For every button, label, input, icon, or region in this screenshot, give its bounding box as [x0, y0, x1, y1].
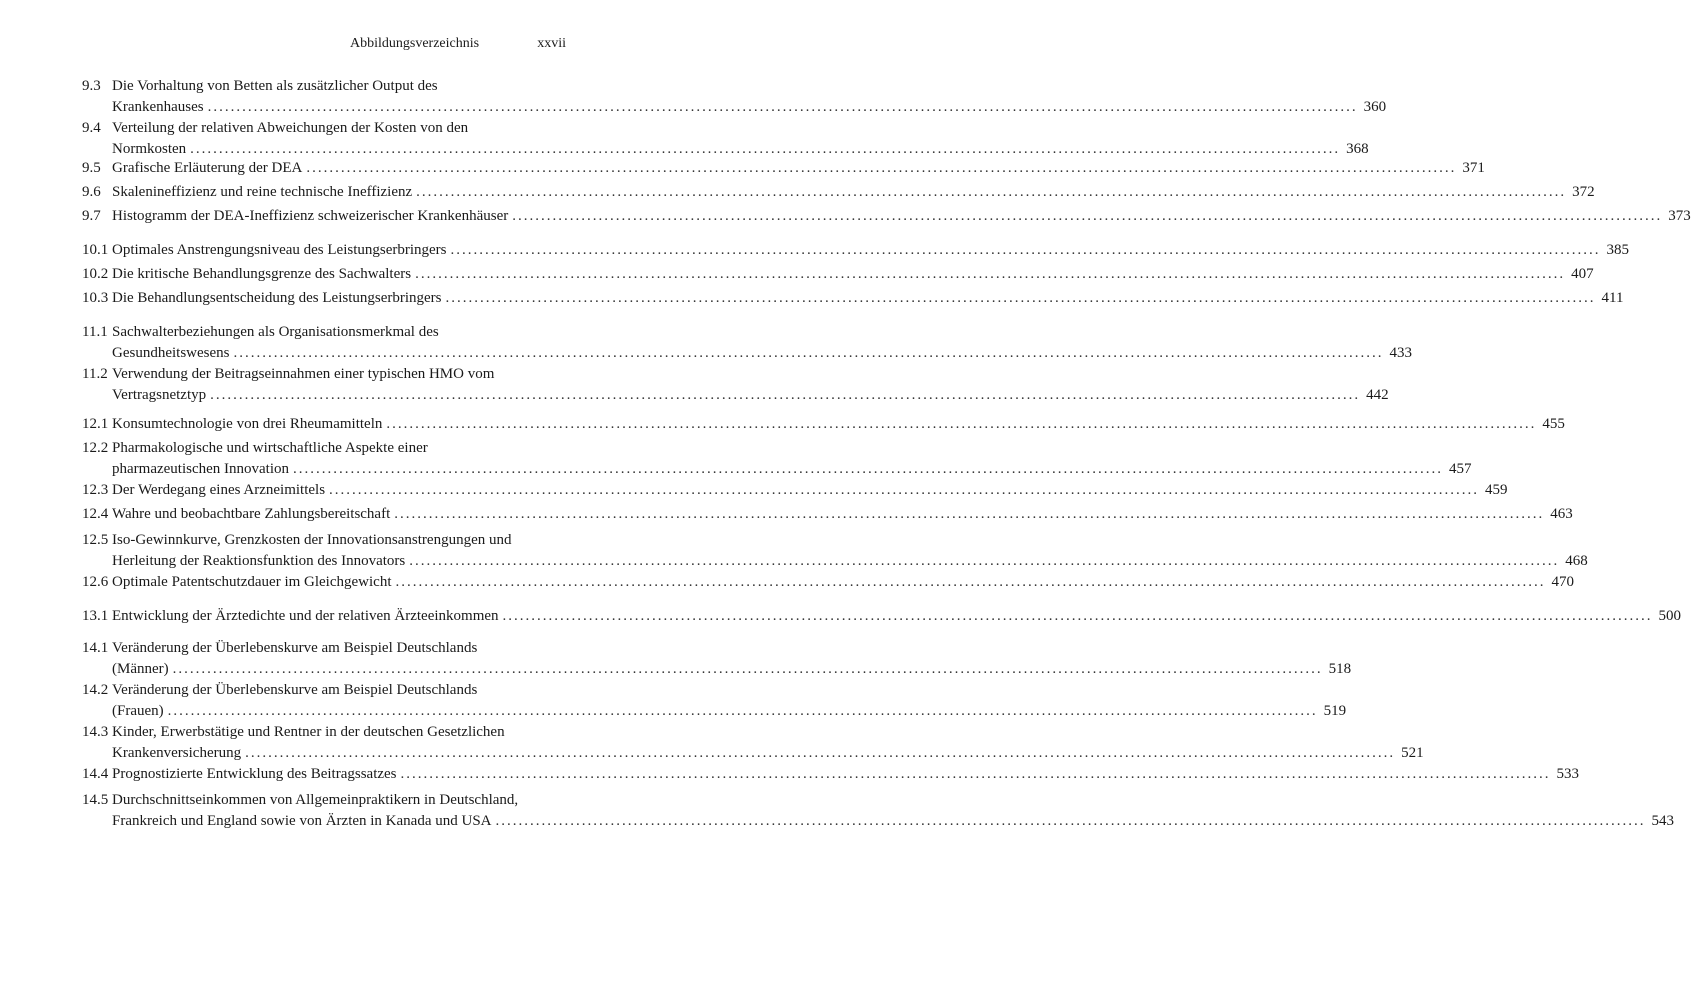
- figure-title-text: Entwicklung der Ärztedichte und der relativen Ärzteeinkommen: [112, 608, 499, 624]
- figure-number: 10.1: [82, 242, 109, 258]
- figure-title-text: Wahre und beobachtbare Zahlungsbereitschaft: [112, 506, 391, 522]
- page-number: xxvii: [537, 36, 566, 51]
- page-reference: 521: [1401, 745, 1424, 761]
- figure-number: 14.3: [82, 724, 109, 740]
- figure-title-line: [112, 813, 1674, 833]
- figure-title-line: [112, 208, 1691, 228]
- page-reference: 442: [1366, 387, 1389, 403]
- figure-title-text: Veränderung der Überlebenskurve am Beispiel Deutschlands: [112, 682, 478, 698]
- figure-number: 9.3: [82, 78, 101, 94]
- figure-title-line: [112, 290, 1624, 310]
- figure-title-line: [112, 440, 566, 460]
- figure-number: 9.5: [82, 160, 101, 176]
- figure-number: 12.2: [82, 440, 109, 456]
- page-reference: 373: [1668, 208, 1691, 224]
- dot-leader: ........................................................................................................................................................................................................: [233, 345, 1384, 361]
- figure-title-line: [112, 99, 1387, 119]
- dot-leader: ........................................................................................................................................................................................................: [409, 553, 1560, 569]
- figure-number: 11.1: [82, 324, 108, 340]
- page-reference: 371: [1462, 160, 1485, 176]
- dot-leader: ........................................................................................................................................................................................................: [502, 608, 1653, 624]
- figure-title-line: [112, 724, 566, 744]
- dot-leader: ........................................................................................................................................................................................................: [400, 766, 1551, 782]
- page-reference: 468: [1565, 553, 1588, 569]
- figure-title-text: Krankenhauses: [112, 99, 204, 115]
- dot-leader: ........................................................................................................................................................................................................: [167, 703, 1318, 719]
- figure-title-text: Iso-Gewinnkurve, Grenzkosten der Innovationsanstrengungen und: [112, 532, 512, 548]
- figure-title-text: Verwendung der Beitragseinnahmen einer typischen HMO vom: [112, 366, 495, 382]
- figure-title-text: Konsumtechnologie von drei Rheumamitteln: [112, 416, 383, 432]
- figure-title-line: [112, 766, 1580, 786]
- dot-leader: ........................................................................................................................................................................................................: [207, 99, 1358, 115]
- dot-leader: ........................................................................................................................................................................................................: [190, 141, 1341, 157]
- page-reference: 455: [1542, 416, 1565, 432]
- page-reference: 533: [1556, 766, 1580, 782]
- dot-leader: ........................................................................................................................................................................................................: [293, 461, 1444, 477]
- dot-leader: ........................................................................................................................................................................................................: [495, 813, 1646, 829]
- figure-title-line: [112, 532, 566, 552]
- figure-title-text: Gesundheitswesens: [112, 345, 230, 361]
- figure-number: 14.4: [82, 766, 109, 782]
- figure-number: 14.1: [82, 640, 109, 656]
- figure-title-text: Pharmakologische und wirtschaftliche Aspekte einer: [112, 440, 428, 456]
- figure-title-text: Die Behandlungsentscheidung des Leistungserbringers: [112, 290, 442, 306]
- figure-number: 12.4: [82, 506, 109, 522]
- figure-title-line: [112, 184, 1595, 204]
- running-header-title: Abbildungsverzeichnis: [350, 36, 480, 51]
- dot-leader: ........................................................................................................................................................................................................: [415, 266, 1566, 282]
- page-reference: 518: [1328, 661, 1352, 677]
- figure-title-text: Grafische Erläuterung der DEA: [112, 160, 303, 176]
- figure-number: 9.4: [82, 120, 101, 136]
- page-reference: 407: [1571, 266, 1594, 282]
- figure-title-text: (Männer): [112, 661, 169, 677]
- dot-leader: ........................................................................................................................................................................................................: [329, 482, 1480, 498]
- dot-leader: ........................................................................................................................................................................................................: [394, 506, 1545, 522]
- figure-title-text: Optimales Anstrengungsniveau des Leistungserbringers: [112, 242, 447, 258]
- figure-number: 12.5: [82, 532, 109, 548]
- figure-number: 12.3: [82, 482, 109, 498]
- page-reference: 519: [1323, 703, 1347, 719]
- figure-title-line: [112, 682, 566, 702]
- figure-title-line: [112, 745, 1424, 765]
- page-reference: 433: [1389, 345, 1412, 361]
- figure-title-text: Kinder, Erwerbstätige und Rentner in der deutschen Gesetzlichen: [112, 724, 505, 740]
- figure-title-text: Optimale Patentschutzdauer im Gleichgewicht: [112, 574, 392, 590]
- figure-title-text: Prognostizierte Entwicklung des Beitragssatzes: [112, 766, 397, 782]
- page-reference: 459: [1485, 482, 1508, 498]
- figure-title-line: [112, 608, 1682, 628]
- figure-title-line: [112, 792, 566, 812]
- figure-title-line: [112, 387, 1389, 407]
- figure-title-text: Sachwalterbeziehungen als Organisationsmerkmal des: [112, 324, 439, 340]
- figure-title-line: [112, 416, 1565, 436]
- figure-number: 14.2: [82, 682, 109, 698]
- figure-title-line: [112, 661, 1352, 681]
- figure-title-line: [112, 506, 1573, 526]
- page-reference: 500: [1658, 608, 1682, 624]
- page-reference: 543: [1651, 813, 1674, 829]
- figure-title-line: [112, 120, 566, 140]
- figure-number: 12.1: [82, 416, 109, 432]
- figure-title-line: [112, 553, 1588, 573]
- figure-number: 11.2: [82, 366, 108, 382]
- page-reference: 385: [1606, 242, 1630, 258]
- figure-title-text: Skalenineffizienz und reine technische Ineffizienz: [112, 184, 413, 200]
- figure-number: 14.5: [82, 792, 109, 808]
- page-reference: 360: [1363, 99, 1387, 115]
- figure-title-text: Normkosten: [112, 141, 187, 157]
- dot-leader: ........................................................................................................................................................................................................: [512, 208, 1663, 224]
- dot-leader: ........................................................................................................................................................................................................: [210, 387, 1361, 403]
- figure-title-text: Die Vorhaltung von Betten als zusätzlicher Output des: [112, 78, 438, 94]
- figure-title-line: [112, 366, 566, 386]
- dot-leader: ........................................................................................................................................................................................................: [445, 290, 1596, 306]
- page-reference: 470: [1551, 574, 1574, 590]
- dot-leader: ........................................................................................................................................................................................................: [306, 160, 1457, 176]
- figure-title-line: [112, 141, 1369, 161]
- page-reference: 411: [1601, 290, 1624, 306]
- figure-title-text: Krankenversicherung: [112, 745, 242, 761]
- figure-number: 9.6: [82, 184, 101, 200]
- page-reference: 457: [1449, 461, 1472, 477]
- figure-number: 10.3: [82, 290, 109, 306]
- figure-title-text: pharmazeutischen Innovation: [112, 461, 290, 477]
- figure-title-text: Histogramm der DEA-Ineffizienz schweizerischer Krankenhäuser: [112, 208, 509, 224]
- figure-number: 12.6: [82, 574, 109, 590]
- figure-title-line: [112, 482, 1508, 502]
- dot-leader: ........................................................................................................................................................................................................: [450, 242, 1601, 258]
- figure-title-line: [112, 242, 1630, 262]
- figure-title-line: [112, 160, 1485, 180]
- figure-title-text: (Frauen): [112, 703, 164, 719]
- dot-leader: ........................................................................................................................................................................................................: [386, 416, 1537, 432]
- figure-title-line: [112, 640, 566, 660]
- figure-title-line: [112, 703, 1347, 723]
- figure-title-line: [112, 345, 1412, 365]
- page-reference: 372: [1572, 184, 1595, 200]
- figure-title-text: Herleitung der Reaktionsfunktion des Innovators: [112, 553, 406, 569]
- figure-title-text: Die kritische Behandlungsgrenze des Sachwalters: [112, 266, 412, 282]
- figure-title-line: [112, 78, 566, 98]
- figure-title-text: Veränderung der Überlebenskurve am Beispiel Deutschlands: [112, 640, 478, 656]
- figure-title-text: Durchschnittseinkommen von Allgemeinpraktikern in Deutschland,: [112, 792, 519, 808]
- dot-leader: ........................................................................................................................................................................................................: [395, 574, 1546, 590]
- page-reference: 368: [1346, 141, 1369, 157]
- figure-title-line: [112, 574, 1574, 594]
- figure-title-line: [112, 461, 1472, 481]
- figure-title-line: [112, 324, 566, 344]
- dot-leader: ........................................................................................................................................................................................................: [245, 745, 1396, 761]
- figure-title-line: [112, 266, 1594, 286]
- dot-leader: ........................................................................................................................................................................................................: [416, 184, 1567, 200]
- figure-number: 13.1: [82, 608, 109, 624]
- figure-title-text: Der Werdegang eines Arzneimittels: [112, 482, 326, 498]
- page-reference: 463: [1550, 506, 1573, 522]
- figure-number: 9.7: [82, 208, 101, 224]
- dot-leader: ........................................................................................................................................................................................................: [172, 661, 1323, 677]
- figure-title-text: Frankreich und England sowie von Ärzten in Kanada und USA: [112, 813, 492, 829]
- figure-title-text: Vertragsnetztyp: [112, 387, 207, 403]
- figure-number: 10.2: [82, 266, 109, 282]
- figure-title-text: Verteilung der relativen Abweichungen der Kosten von den: [112, 120, 469, 136]
